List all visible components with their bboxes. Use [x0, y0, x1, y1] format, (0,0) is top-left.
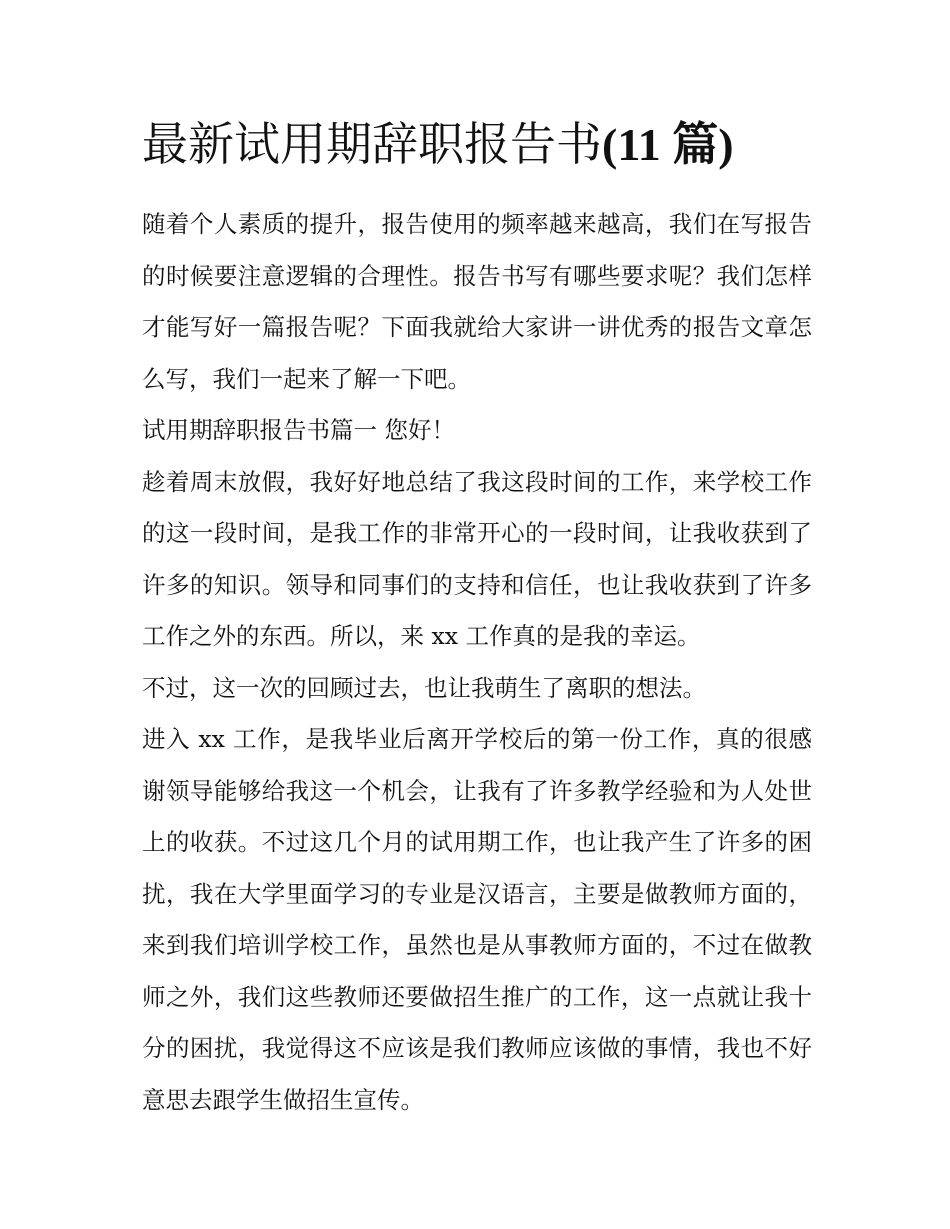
document-title	[142, 112, 812, 177]
title-main: 最新试用期辞职报告书	[142, 117, 602, 171]
title-count: (11 篇)	[602, 119, 734, 170]
paragraph-body-3: 进入 xx 工作，是我毕业后离开学校后的第一份工作，真的很感谢领导能够给我这一个机会，让我有了许多教学经验和为人处世上的收获。不过这几个月的试用期工作，也让我产生了许多的困扰，我在大学里面学习的专业是汉语言，主要是做教师方面的，来到我们培训学校工作，虽然也是从事教师方面的，不过在做教师之外，我们这些教师还要做招生推广的工作，这一点就让我十分的困扰，我觉得这不应该是我们教师应该做的事情，我也不好意思去跟学生做招生宣传。	[142, 725, 812, 1114]
paragraph-body-2: 不过，这一次的回顾过去，也让我萌生了离职的想法。	[142, 673, 706, 702]
paragraph-body-1: 趁着周末放假，我好好地总结了我这段时间的工作，来学校工作的这一段时间，是我工作的非常开心的一段时间，让我收获到了许多的知识。领导和同事们的支持和信任，也让我收获到了许多工作之外的东西。所以，来 xx 工作真的是我的幸运。	[142, 467, 812, 650]
paragraph-intro: 随着个人素质的提升，报告使用的频率越来越高，我们在写报告的时候要注意逻辑的合理性。报告书写有哪些要求呢？我们怎样才能写好一篇报告呢？下面我就给大家讲一讲优秀的报告文章怎么写，我们一起来了解一下吧。	[142, 210, 812, 393]
paragraph-section-heading: 试用期辞职报告书篇一 您好！	[142, 416, 455, 444]
document-page	[142, 112, 812, 1126]
